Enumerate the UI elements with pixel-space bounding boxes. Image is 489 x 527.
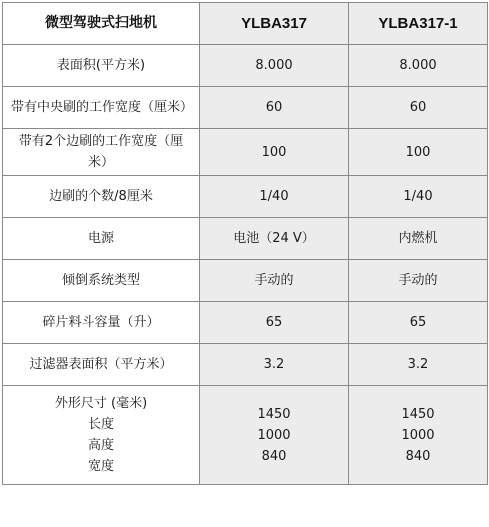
row-value: 内燃机 bbox=[349, 218, 488, 260]
height-value: 1000 bbox=[401, 427, 435, 443]
height-label: 高度 bbox=[87, 438, 114, 453]
row-value: 65 bbox=[200, 302, 349, 344]
row-value: 100 bbox=[200, 129, 349, 176]
model-header-2: YLBA317-1 bbox=[349, 3, 488, 45]
dimensions-labels bbox=[3, 386, 200, 485]
length-value: 1450 bbox=[257, 406, 291, 422]
table-row bbox=[3, 45, 488, 87]
table-row bbox=[3, 87, 488, 129]
row-label: 倾倒系统类型 bbox=[3, 260, 200, 302]
dimensions-row bbox=[3, 386, 488, 485]
row-value: 60 bbox=[200, 87, 349, 129]
row-label: 表面积(平方米) bbox=[3, 45, 200, 87]
row-label: 边刷的个数/8厘米 bbox=[3, 176, 200, 218]
dimensions-values-1 bbox=[200, 386, 349, 485]
model-header-1: YLBA317 bbox=[200, 3, 349, 45]
row-value: 3.2 bbox=[349, 344, 488, 386]
row-value: 65 bbox=[349, 302, 488, 344]
row-label: 碎片料斗容量（升） bbox=[3, 302, 200, 344]
row-value: 8.000 bbox=[349, 45, 488, 87]
length-label: 长度 bbox=[87, 417, 114, 432]
length-value: 1450 bbox=[401, 406, 435, 422]
row-value: 电池（24 V） bbox=[200, 218, 349, 260]
row-label: 带有中央刷的工作宽度（厘米） bbox=[3, 87, 200, 129]
dimensions-values-2 bbox=[349, 386, 488, 485]
row-value: 1/40 bbox=[200, 176, 349, 218]
dimensions-title: 外形尺寸 (毫米) bbox=[54, 396, 148, 411]
row-value: 1/40 bbox=[349, 176, 488, 218]
row-value: 8.000 bbox=[200, 45, 349, 87]
height-value: 1000 bbox=[257, 427, 291, 443]
row-label: 过滤器表面积（平方米） bbox=[3, 344, 200, 386]
header-row bbox=[3, 3, 488, 45]
table-row bbox=[3, 344, 488, 386]
width-value: 840 bbox=[261, 448, 287, 464]
row-label: 电源 bbox=[3, 218, 200, 260]
table-row bbox=[3, 260, 488, 302]
table-title: 微型驾驶式扫地机 bbox=[3, 3, 200, 45]
row-value: 60 bbox=[349, 87, 488, 129]
table-row bbox=[3, 176, 488, 218]
width-label: 宽度 bbox=[87, 459, 114, 474]
row-value: 100 bbox=[349, 129, 488, 176]
spec-table bbox=[2, 2, 488, 485]
table-row bbox=[3, 218, 488, 260]
table-row bbox=[3, 302, 488, 344]
row-value: 手动的 bbox=[349, 260, 488, 302]
table-row bbox=[3, 129, 488, 176]
row-value: 手动的 bbox=[200, 260, 349, 302]
row-label: 带有2个边刷的工作宽度（厘米） bbox=[3, 129, 200, 176]
row-value: 3.2 bbox=[200, 344, 349, 386]
width-value: 840 bbox=[405, 448, 431, 464]
